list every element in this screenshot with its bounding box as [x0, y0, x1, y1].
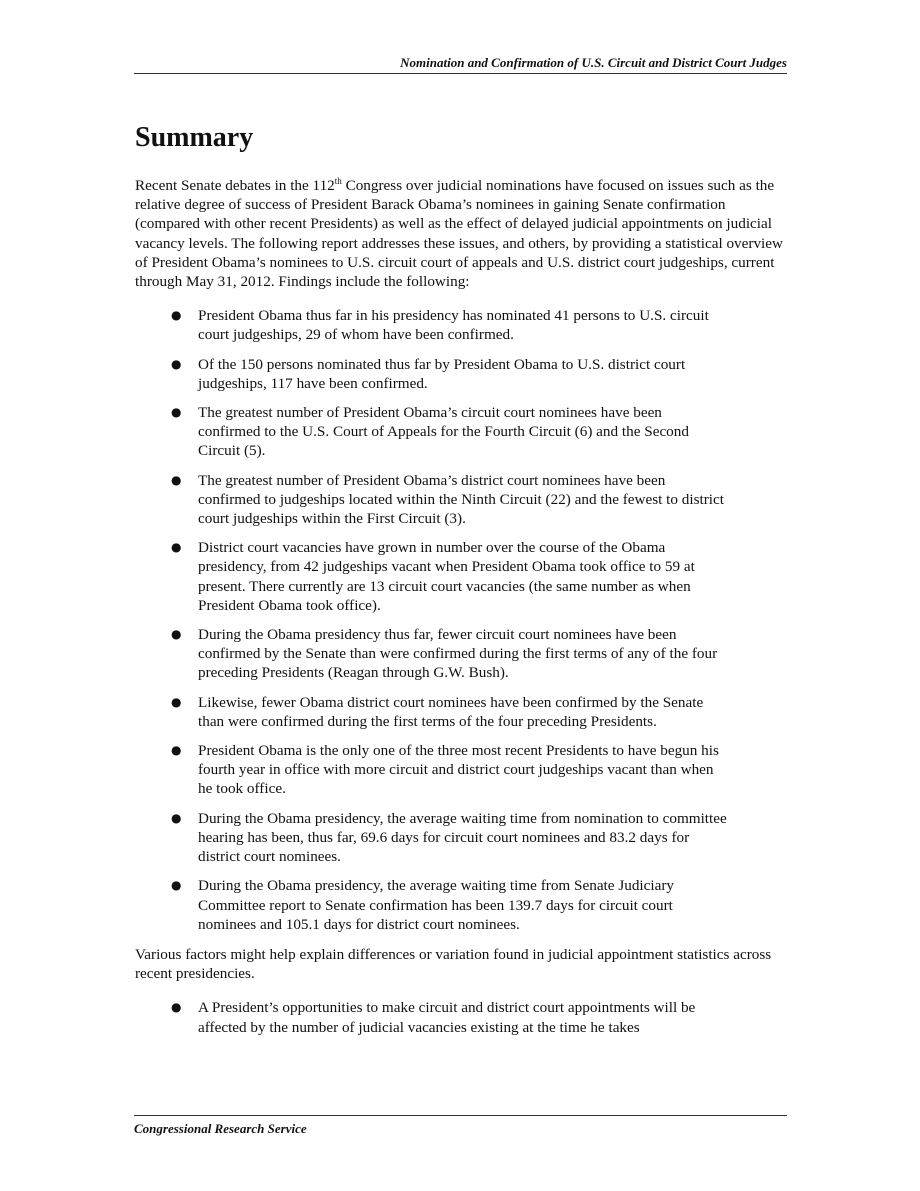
findings-list: [135, 306, 790, 934]
finding-text: Likewise, fewer Obama district court nominees have been confirmed by the Senate than were confirmed during the first terms of the four preceding Presidents.: [198, 693, 704, 730]
finding-text: During the Obama presidency, the average waiting time from nomination to committee hearing has been, thus far, 69.6 days for circuit court nominees and 83.2 days for district court nominees.: [198, 809, 727, 866]
list-item: [135, 998, 728, 1036]
document-body: [135, 176, 790, 1047]
list-item: [135, 693, 728, 731]
bullet-icon: ●: [171, 878, 182, 893]
page-footer: Congressional Research Service: [134, 1115, 787, 1137]
finding-text: The greatest number of President Obama’s district court nominees have been confirmed to judgeships located within the Ninth Circuit (22) and the fewest to district court judgeships within the First Circuit (3).: [198, 471, 724, 528]
list-item: [135, 471, 728, 529]
finding-text: President Obama is the only one of the three most recent Presidents to have begun his fourth year in office with more circuit and district court judgeships vacant than when he took office.: [198, 742, 719, 798]
running-header: Nomination and Confirmation of U.S. Circuit and District Court Judges: [134, 55, 787, 74]
list-item: [135, 403, 728, 461]
finding-text: District court vacancies have grown in number over the course of the Obama presidency, from 42 judgeships vacant when President Obama took office to 59 at present. There currently are 13 circuit court vacancies (the same number as when President Obama took office).: [198, 539, 695, 614]
bullet-icon: ●: [171, 308, 182, 323]
bullet-icon: ●: [171, 405, 182, 420]
page-title: Summary: [135, 122, 254, 153]
factors-list: [135, 998, 790, 1036]
bullet-icon: ●: [171, 743, 182, 758]
intro-paragraph: [135, 176, 790, 291]
finding-text: President Obama thus far in his presidency has nominated 41 persons to U.S. circuit court judgeships, 29 of whom have been confirmed.: [198, 307, 709, 344]
list-item: [135, 741, 728, 799]
list-item: [135, 809, 728, 867]
finding-text: Of the 150 persons nominated thus far by President Obama to U.S. district court judgeships, 117 have been confirmed.: [198, 355, 686, 392]
finding-text: The greatest number of President Obama’s circuit court nominees have been confirmed to the U.S. Court of Appeals for the Fourth Circuit (6) and the Second Circuit (5).: [198, 404, 689, 460]
bullet-icon: ●: [171, 472, 182, 487]
intro-text-part1: Recent Senate debates in the 112: [135, 177, 335, 194]
bullet-icon: ●: [171, 810, 182, 825]
list-item: [135, 625, 728, 683]
bullet-icon: ●: [171, 627, 182, 642]
bullet-icon: ●: [171, 694, 182, 709]
bullet-icon: ●: [171, 1000, 182, 1015]
finding-text: During the Obama presidency, the average waiting time from Senate Judiciary Committee report to Senate confirmation has been 139.7 days for circuit court nominees and 105.1 days for district court nominees.: [198, 877, 674, 933]
list-item: [135, 876, 728, 934]
list-item: [135, 306, 728, 344]
list-item: [135, 538, 728, 615]
factors-paragraph: Various factors might help explain differences or variation found in judicial appointment statistics across recent presidencies.: [135, 945, 772, 983]
factor-text: A President’s opportunities to make circuit and district court appointments will be affected by the number of judicial vacancies existing at the time he takes: [198, 999, 696, 1036]
bullet-icon: ●: [171, 356, 182, 371]
list-item: [135, 355, 728, 393]
intro-ordinal-suffix: th: [334, 175, 342, 186]
intro-text-part2: Congress over judicial nominations have focused on issues such as the relative degree of success of President Barack Obama’s nominees in gaining Senate confirmation (compared with other recent Presidents) as well as the effect of delayed judicial appointments on judicial vacancy levels. The following report addresses these issues, and others, by providing a statistical overview of President Obama’s nominees to U.S. circuit court of appeals and U.S. district court judgeships, current through May 31, 2012. Findings include the following:: [135, 177, 783, 291]
bullet-icon: ●: [171, 540, 182, 555]
finding-text: During the Obama presidency thus far, fewer circuit court nominees have been confirmed by the Senate than were confirmed during the first terms of any of the four preceding Presidents (Reagan through G.W. Bush).: [198, 626, 718, 682]
